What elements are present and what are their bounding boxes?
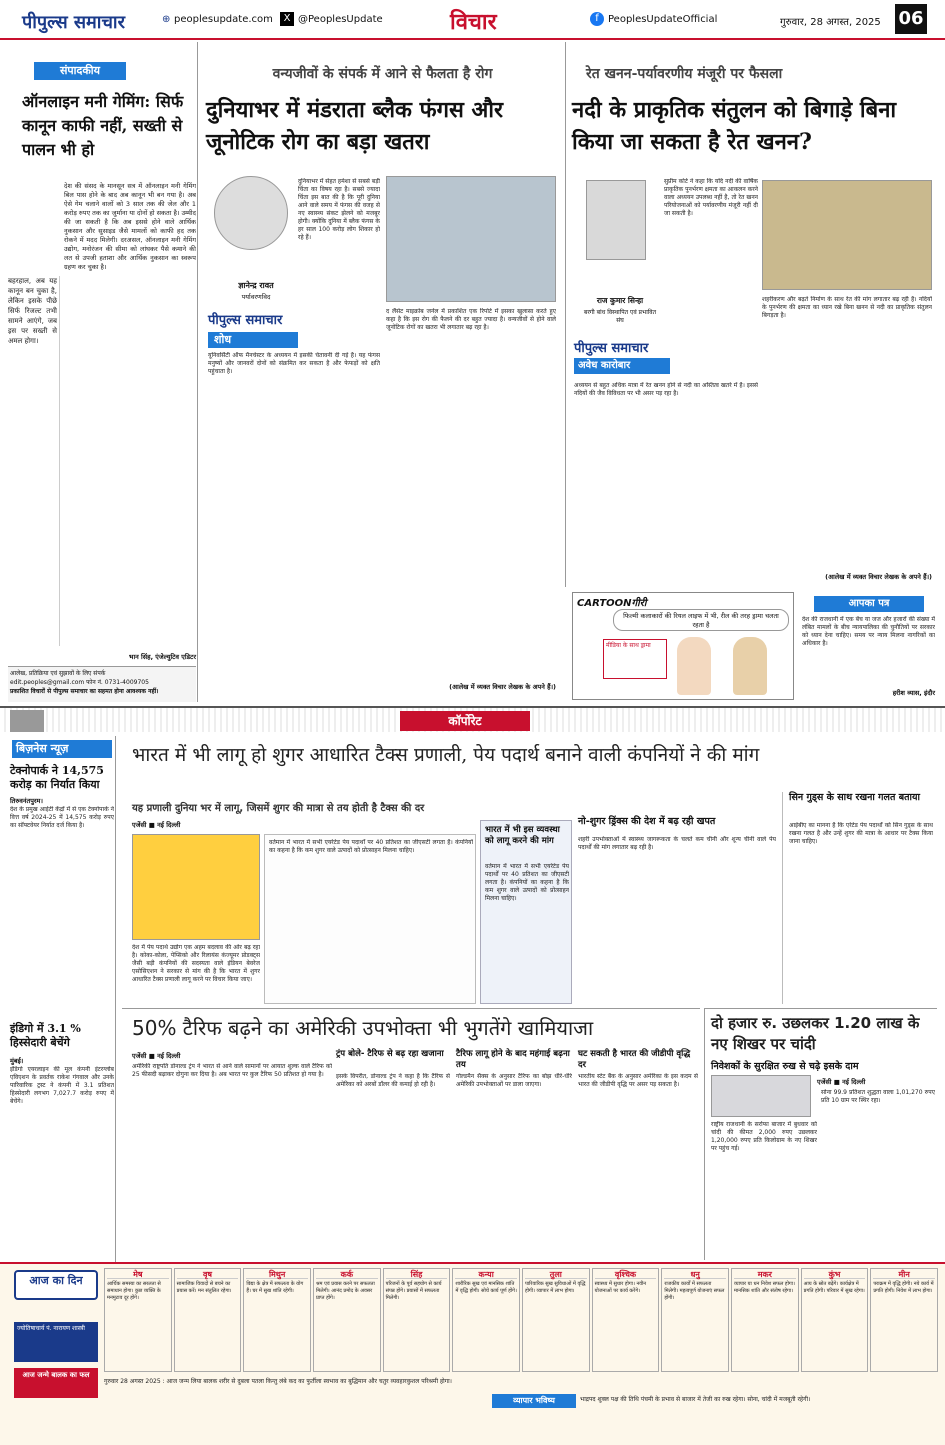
- silver-col2: सोना 99.9 प्रतिशत शुद्धता वाला 1,01,270 रुपए प्रति 10 ग्राम पर स्थिर रहा।: [821, 1089, 935, 1104]
- fungus-author-role: पर्यावरणविद: [241, 293, 271, 301]
- nosugar-body: शहरी उपभोक्ताओं में स्वास्थ्य जागरूकता के चलते कम चीनी और शून्य चीनी वाले पेय पदार्थों की मांग लगातार बढ़ रही है।: [578, 836, 776, 851]
- zodiac-sign-name: तुला: [525, 1271, 587, 1279]
- zodiac-sign-name: मकर: [734, 1271, 796, 1279]
- disclaimer: प्रकाशित विचारों से पीपुल्स समाचार का सहमत होना आवश्यक नहीं।: [10, 688, 159, 695]
- technopark-place: तिरुवनंतपुरम।: [10, 797, 43, 805]
- sand-footer: (आलेख में व्यक्त विचार लेखक के अपने हैं।): [825, 573, 932, 581]
- cartoon-box: [572, 592, 794, 700]
- letters-body: देश की राजधानी में एक बेंच या जज और हजारों की संख्या में लंबित मामलों के बीच न्यायपालिका की चुनौतियों पर सरकार को ध्यान देना चाहिए। समय पर न्याय मिलना नागरिकों का अधिकार है।: [802, 616, 935, 647]
- bhavishya-line: भाद्रपद शुक्ल पक्ष की तिथि पंचमी के प्रभाव से बाजार में तेजी का रुख रहेगा। सोना, चांदी में मजबूती रहेगी।: [580, 1396, 811, 1403]
- technopark-body: देश के प्रमुख आईटी केंद्रों में से एक टेक्नोपार्क ने वित्त वर्ष 2024-25 में 14,575 करोड़ रुपए का सॉफ्टवेयर निर्यात दर्ज किया है।: [10, 806, 114, 829]
- sand-column-tag: अवेध कारोबार: [574, 358, 670, 374]
- horoscope-section: [0, 1262, 945, 1445]
- zodiac-sign-text: राजकीय कार्यों में सफलता मिलेगी। महत्वपूर्ण योजनाएं सफल होंगी।: [664, 1281, 725, 1301]
- globe-icon: ⊕: [162, 14, 171, 25]
- sugar-tax-byline: एजेंसी ■ नई दिल्ली: [132, 821, 181, 829]
- zodiac-sign-name: धनु: [664, 1271, 726, 1279]
- sin-goods-box: [782, 792, 932, 1004]
- business-news-tag: बिज़नेस न्यूज़: [12, 740, 112, 758]
- letters-signature: हरीश व्यास, इंदौर: [892, 689, 935, 697]
- excavator-photo: [762, 180, 932, 290]
- sugar-tax-box: [480, 820, 572, 1004]
- sand-logo: पीपुल्स समाचार: [574, 341, 649, 356]
- zodiac-card: [104, 1268, 172, 1372]
- zodiac-card: [801, 1268, 869, 1372]
- editorial-body: देश की संसद के मानसून सत्र में ऑनलाइन मनी गेमिंग बिल पास होने के बाद अब कानून भी बन गया है। अब ऐसे गेम चलाने वालों को 3 साल तक की जेल और 1 करोड़ रुपए तक का जुर्माना या दोनों हो सकता है। उम्मीद की जा सकती है कि अब इससे होने वाले आर्थिक नुकसान और सुसाइड जैसे मामलों को काफी हद तक रोकने में मदद मिलेगी। दरअसल, ऑनलाइन मनी गेमिंग उद्योग, मनोरंजन की सीमा को लांघकर पैसे कमाने की लत से उपजी हताशा और आर्थिक नुकसान का स्वरूप ग्रहण कर चुका है।: [64, 182, 196, 271]
- tariff-byline: एजेंसी ■ नई दिल्ली: [132, 1052, 181, 1060]
- contact-line-1: आलेख, प्रतिक्रिया एवं सुझावों के लिए संपर्क: [10, 670, 106, 677]
- zodiac-card: [731, 1268, 799, 1372]
- birthday-title: आज जन्मे बालक का फल: [14, 1368, 98, 1398]
- zodiac-sign-name: वृष: [177, 1271, 239, 1279]
- indigo-headline: इंडिगो में 3.1 % हिस्सेदारी बेचेंगे: [10, 1022, 81, 1049]
- editorial-sidebar: बहरहाल, अब यह कानून बन चुका है, लेकिन इसके पीछे सिर्फ रिजल्ट तभी सामने आएंगे, जब इस पर सख्ती से अमल होगा।: [8, 276, 60, 646]
- zodiac-sign-text: व्यापार या धन निवेश सफल होगा। मानसिक शांति और संतोष रहेगा।: [733, 1281, 795, 1294]
- zodiac-sign-text: आर्थिक समस्या का सरलता से समाधान होगा। कुछ व्यक्ति के मनमुटाव दूर होंगे।: [107, 1281, 161, 1301]
- editorial-column: [8, 42, 198, 702]
- sin-goods-title: सिन गुड्स के साथ रखना गलत बताया: [789, 792, 920, 803]
- masthead: [0, 0, 945, 40]
- sugar-tax-article: [122, 736, 937, 1006]
- zodiac-grid: [104, 1268, 938, 1372]
- sand-body-2: अध्ययन से बहुत अधिक मात्रा में रेत खनन होने से नदी का अस्तित्व खतरे में है। इससे नदियों की जैव विविधता पर भी असर पड़ रहा है।: [574, 382, 758, 397]
- today-line: गुरुवार 28 अगस्त 2025 : आज जन्म लिया बालक शरीर से दुबला पतला किन्तु लंबे कद का फुर्तीला स्वभाव का बुद्धिमान और चतुर व्यवहारकुशल परिश्रमी होगा।: [104, 1378, 452, 1385]
- x-twitter-icon: X: [280, 12, 294, 26]
- sand-headline: नदी के प्राकृतिक संतुलन को बिगाड़े बिना किया जा सकता है रेत खनन?: [572, 97, 897, 155]
- sand-author-role: बरगी बांध विस्थापित एवं प्रभावित संघ: [583, 309, 657, 324]
- fungus-kicker: वन्यजीवों के संपर्क में आने से फैलता है रोग: [272, 66, 493, 82]
- tariff-col2-body: इसके विपरीत, डोनाल्ड ट्रंप ने कहा है कि टैरिफ से अमेरिका को अरबों डॉलर की कमाई हो रही है।: [336, 1073, 450, 1088]
- tariff-body: अमेरिकी राष्ट्रपति डोनाल्ड ट्रंप ने भारत से आने वाले सामानों पर आयात शुल्क वाले टैरिफ को 25 फीसदी बढ़ाकर दोगुना कर दिया है। अब भारत पर कुल टैरिफ 50 प्रतिशत हो गया है।: [132, 1063, 332, 1078]
- zodiac-sign-name: मीन: [873, 1271, 935, 1279]
- corporate-strip: [0, 706, 945, 732]
- zodiac-card: [243, 1268, 311, 1372]
- today-astrologer: ज्योतिषाचार्य पं. नारायण शास्त्री: [14, 1322, 98, 1362]
- silver-byline: एजेंसी ■ नई दिल्ली: [817, 1078, 866, 1086]
- zodiac-sign-name: कर्क: [316, 1271, 378, 1279]
- fungus-logo: पीपुल्स समाचार: [208, 313, 283, 328]
- cartoon-title: CARTOONगीरी: [577, 598, 647, 609]
- zodiac-sign-name: कुंभ: [804, 1271, 866, 1279]
- zodiac-card: [661, 1268, 729, 1372]
- sugar-tax-body-2: वर्तमान में भारत में सभी एयरेटेड पेय पदार्थों पर 40 प्रतिशत का जीएसटी लगता है। कंपनियों का कहना है कि कम शुगर वाले उत्पादों को प्रोत्साहन मिलना चाहिए।: [269, 839, 473, 854]
- zodiac-sign-text: सामाजिक विवादों से बचने का प्रयास करें। मन संतुलित रहेगा।: [176, 1281, 232, 1294]
- silver-photo: [711, 1075, 811, 1117]
- zodiac-sign-text: पराक्रम में वृद्धि होगी। नये कार्य में प्रगति होगी। निवेश में लाभ होगा।: [873, 1281, 934, 1294]
- zodiac-card: [522, 1268, 590, 1372]
- zodiac-sign-text: श्रम एवं प्रयास करने पर सफलता मिलेगी। आनंद प्रमोद के अवसर प्राप्त होंगे।: [315, 1281, 375, 1301]
- tariff-col2-title: ट्रंप बोले- टैरिफ से बढ़ रहा खजाना: [336, 1049, 444, 1059]
- zodiac-sign-text: विद्या के क्षेत्र में सफलता के योग हैं। घर में सुख शांति रहेगी।: [246, 1281, 304, 1294]
- cartoon-figure-1: [677, 637, 711, 695]
- fungus-column-tag: शोध: [208, 332, 298, 348]
- drinks-photo: [132, 834, 260, 940]
- sand-body-3: शहरीकरण और बढ़ते निर्माण के साथ रेत की मांग लगातार बढ़ रही है। नदियों के पुनर्भरण की क्षमता का ध्यान रखे बिना खनन से नदी का प्राकृतिक संतुलन बिगड़ता है।: [762, 296, 932, 319]
- tariff-headline: 50% टैरिफ बढ़ने का अमेरिकी उपभोक्ता भी भुगतेंगे खामियाजा: [132, 1016, 594, 1040]
- zodiac-card: [174, 1268, 242, 1372]
- nosugar-title: नो-शुगर ड्रिंक्स की देश में बढ़ रही खपत: [578, 816, 716, 827]
- editorial-signature: भान सिंह, एंजेल्युटिव एडिटर: [128, 653, 196, 661]
- sand-author-name: राज कुमार सिन्हा: [596, 296, 644, 305]
- zodiac-sign-name: कन्या: [455, 1271, 517, 1279]
- silver-headline: दो हजार रु. उछलकर 1.20 लाख के नए शिखर पर चांदी: [711, 1014, 920, 1053]
- page-number: 06: [895, 4, 927, 34]
- fungus-article: [200, 42, 560, 702]
- zodiac-card: [592, 1268, 660, 1372]
- letters-title: आपका पत्र: [814, 596, 924, 612]
- fungus-author-name: ज्ञानेन्द्र रावत: [238, 281, 274, 290]
- cartoon-figure-2: [733, 637, 767, 695]
- indigo-place: मुंबई।: [10, 1057, 24, 1065]
- indigo-body: इंडिगो एयरलाइन की मूल कंपनी इंटरग्लोब एविएशन के प्रवर्तक राकेश गंगवाल और उनके पारिवारिक ट्रस्ट ने कंपनी में 3.1 प्रतिशत हिस्सेदारी लगभग 7,027.7 करोड़ रुपए में बेचेंगे।: [10, 1066, 114, 1105]
- silver-body: राष्ट्रीय राजधानी के सर्राफा बाजार में बुधवार को चांदी की कीमत 2,000 रुपए उछलकर 1,20,000 रुपए प्रति किलोग्राम के नए शिखर पर पहुंच गई।: [711, 1121, 817, 1152]
- sand-author-photo: [586, 180, 646, 260]
- today-title: आज का दिन: [14, 1270, 98, 1300]
- twitter-handle[interactable]: @PeoplesUpdate: [298, 14, 383, 25]
- zodiac-sign-text: पारिवारिक सुख सुविधाओं में वृद्धि होगी। व्यापार में लाभ होगा।: [524, 1281, 586, 1294]
- sin-goods-body: आईबीए का मानना है कि एरेटेड पेय पदार्थों को सिन गुड्स के साथ रखना गलत है और उन्हें शुगर की मात्रा के आधार पर टैक्स किया जाना चाहिए।: [789, 822, 933, 845]
- zodiac-sign-name: मेष: [107, 1271, 169, 1279]
- hospital-photo: [386, 176, 556, 302]
- zodiac-card: [870, 1268, 938, 1372]
- sand-body-1: सुप्रीम कोर्ट ने कहा कि यदि नदी की वार्षिक प्राकृतिक पुनर्भरण क्षमता का आकलन करने वाला अध्ययन उपलब्ध नहीं है, तो रेत खनन परियोजनाओं को पर्यावरणीय मंजूरी नहीं दी जा सकती है।: [664, 178, 758, 217]
- sand-article: [565, 42, 937, 587]
- sugar-tax-subhead: यह प्रणाली दुनिया भर में लागू, जिसमें शुगर की मात्रा से तय होती है टैक्स की दर: [132, 803, 425, 814]
- zodiac-card: [452, 1268, 520, 1372]
- facebook-icon: f: [590, 12, 604, 26]
- sand-kicker: रेत खनन-पर्यावरणीय मंजूरी पर फैसला: [586, 66, 783, 82]
- fungus-body-1: दुनियाभर में सेहत हमेशा से सबसे बड़ी चिंता का विषय रहा है। सबसे ज्यादा चिंता इस बात की है कि पूरी दुनिया आने वाले समय में फंगस की वजह से नए स्वास्थ्य संकट झेलने को मजबूर होगी। क्योंकि दुनिया में ब्लैक फंगस के हर साल 100 करोड़ लोग शिकार हो रहे हैं।: [298, 178, 380, 241]
- fungus-body-3: द लैंसेट माइक्रोब जर्नल में प्रकाशित एक रिपोर्ट में इसका खुलासा करते हुए कहा है कि इस रोग की फैलने की दर बहुत ज्यादा है। वन्यजीवों से होने वाले जूनोटिक रोगों का खतरा भी लगातार बढ़ रहा है।: [386, 308, 556, 331]
- zodiac-sign-text: आय के स्रोत बढ़ेंगे। कार्यक्षेत्र में प्रगति होगी। परिवार में सुख रहेगा।: [803, 1281, 865, 1294]
- zodiac-card: [383, 1268, 451, 1372]
- zodiac-card: [313, 1268, 381, 1372]
- contact-email[interactable]: edit.peoples@gmail.com फोन नं. 0731-4009705: [10, 679, 149, 686]
- cartoon-board: मीडिया के साथ ड्रामा: [603, 639, 667, 679]
- sugar-tax-box-body: वर्तमान में भारत में सभी एयरेटेड पेय पदार्थों पर 40 प्रतिशत का जीएसटी लगता है। कंपनियों का कहना है कि कम शुगर वाले उत्पादों को प्रोत्साहन मिलना चाहिए।: [485, 863, 569, 902]
- zodiac-sign-name: मिथुन: [246, 1271, 308, 1279]
- issue-date: गुरुवार, 28 अगस्त, 2025: [780, 17, 881, 28]
- website-link[interactable]: peoplesupdate.com: [174, 14, 273, 25]
- sugar-tax-box-title: भारत में भी इस व्यवस्था को लागू करने की मांग: [485, 825, 560, 846]
- zodiac-sign-name: वृश्चिक: [595, 1271, 657, 1279]
- author-photo: [214, 176, 288, 250]
- tariff-col4-title: घट सकती है भारत की जीडीपी वृद्धि दर: [578, 1049, 691, 1070]
- zodiac-sign-name: सिंह: [386, 1271, 448, 1279]
- fungus-body-2: यूनिवर्सिटी ऑफ मैनचेस्टर के अध्ययन में इसकी चेतावनी दी गई है। यह फंगस मनुष्यों और जानवरों दोनों को संक्रमित कर सकता है और फेफड़ों को क्षति पहुंचाता है।: [208, 352, 380, 375]
- bhavishya-tag: व्यापार भविष्य: [492, 1394, 576, 1408]
- sugar-tax-headline: भारत में भी लागू हो शुगर आधारित टैक्स प्रणाली, पेय पदार्थ बनाने वाली कंपनियों ने की मांग: [132, 744, 760, 766]
- technopark-headline: टेक्नोपार्क ने 14,575 करोड़ का निर्यात किया: [10, 764, 104, 791]
- fungus-headline: दुनियाभर में मंडराता ब्लैक फंगस और जूनोटिक रोग का बड़ा खतरा: [206, 97, 503, 155]
- silver-article: [704, 1008, 937, 1260]
- facebook-handle[interactable]: PeoplesUpdateOfficial: [608, 14, 718, 25]
- letters-box: [800, 592, 937, 700]
- masthead-logo: पीपुल्स समाचार: [22, 12, 125, 33]
- zodiac-sign-text: स्वास्थ्य में सुधार होगा। नवीन योजनाओं पर कार्य करेंगे।: [594, 1281, 647, 1294]
- silver-subhead: निवेशकों के सुरक्षित रुख से चढ़े इसके दाम: [711, 1061, 859, 1072]
- tariff-article: [122, 1008, 700, 1260]
- editorial-contact: [8, 666, 196, 702]
- corporate-label: कॉर्पोरेट: [400, 711, 530, 731]
- sugar-tax-body: देश में पेय पदार्थ उद्योग एक अहम बदलाव की ओर बढ़ रहा है। कोका-कोला, पेप्सिको और रिलायंस कंज्यूमर प्रोडक्ट्स जैसी बड़ी कंपनियों की सदस्यता वाले इंडियन बेवरेज एसोसिएशन ने सरकार से मांग की है कि भारत में शुगर आधारित टैक्स प्रणाली लागू करने पर विचार किया जाए।: [132, 944, 260, 983]
- sugar-tax-body-cols: [264, 834, 476, 1004]
- tariff-col3-body: गोल्डमैन सैक्स के अनुसार टैरिफ का बोझ धीरे-धीरे अमेरिकी उपभोक्ताओं पर डाला जाएगा।: [456, 1073, 572, 1088]
- editorial-headline: ऑनलाइन मनी गेमिंग: सिर्फ कानून काफी नहीं, सख्ती से पालन भी हो: [22, 92, 184, 159]
- fungus-footer: (आलेख में व्यक्त विचार लेखक के अपने हैं।): [449, 683, 556, 691]
- cartoon-caption: फिल्मी कलाकारों की रियल लाइफ में भी, रील की तरह ड्रामा चलता रहता है: [613, 609, 789, 631]
- tariff-col3-title: टैरिफ लागू होने के बाद महंगाई बढ़ना तय: [456, 1049, 570, 1070]
- building-icon: [10, 710, 44, 732]
- zodiac-sign-text: शारीरिक सुख एवं मानसिक शांति में वृद्धि होगी। सोचे कार्य पूर्ण होंगे।: [455, 1281, 517, 1294]
- editorial-tag: संपादकीय: [34, 62, 126, 80]
- section-title: विचार: [450, 9, 497, 35]
- tariff-col4-body: भारतीय स्टेट बैंक के अनुसार अमेरिका के इस कदम से भारत की जीडीपी वृद्धि पर असर पड़ सकता है।: [578, 1073, 698, 1088]
- business-column: [8, 736, 116, 1292]
- zodiac-sign-text: परिजनों के पूर्व सहयोग से कार्य संपन्न होंगे। प्रयासों में सफलता मिलेगी।: [385, 1281, 442, 1301]
